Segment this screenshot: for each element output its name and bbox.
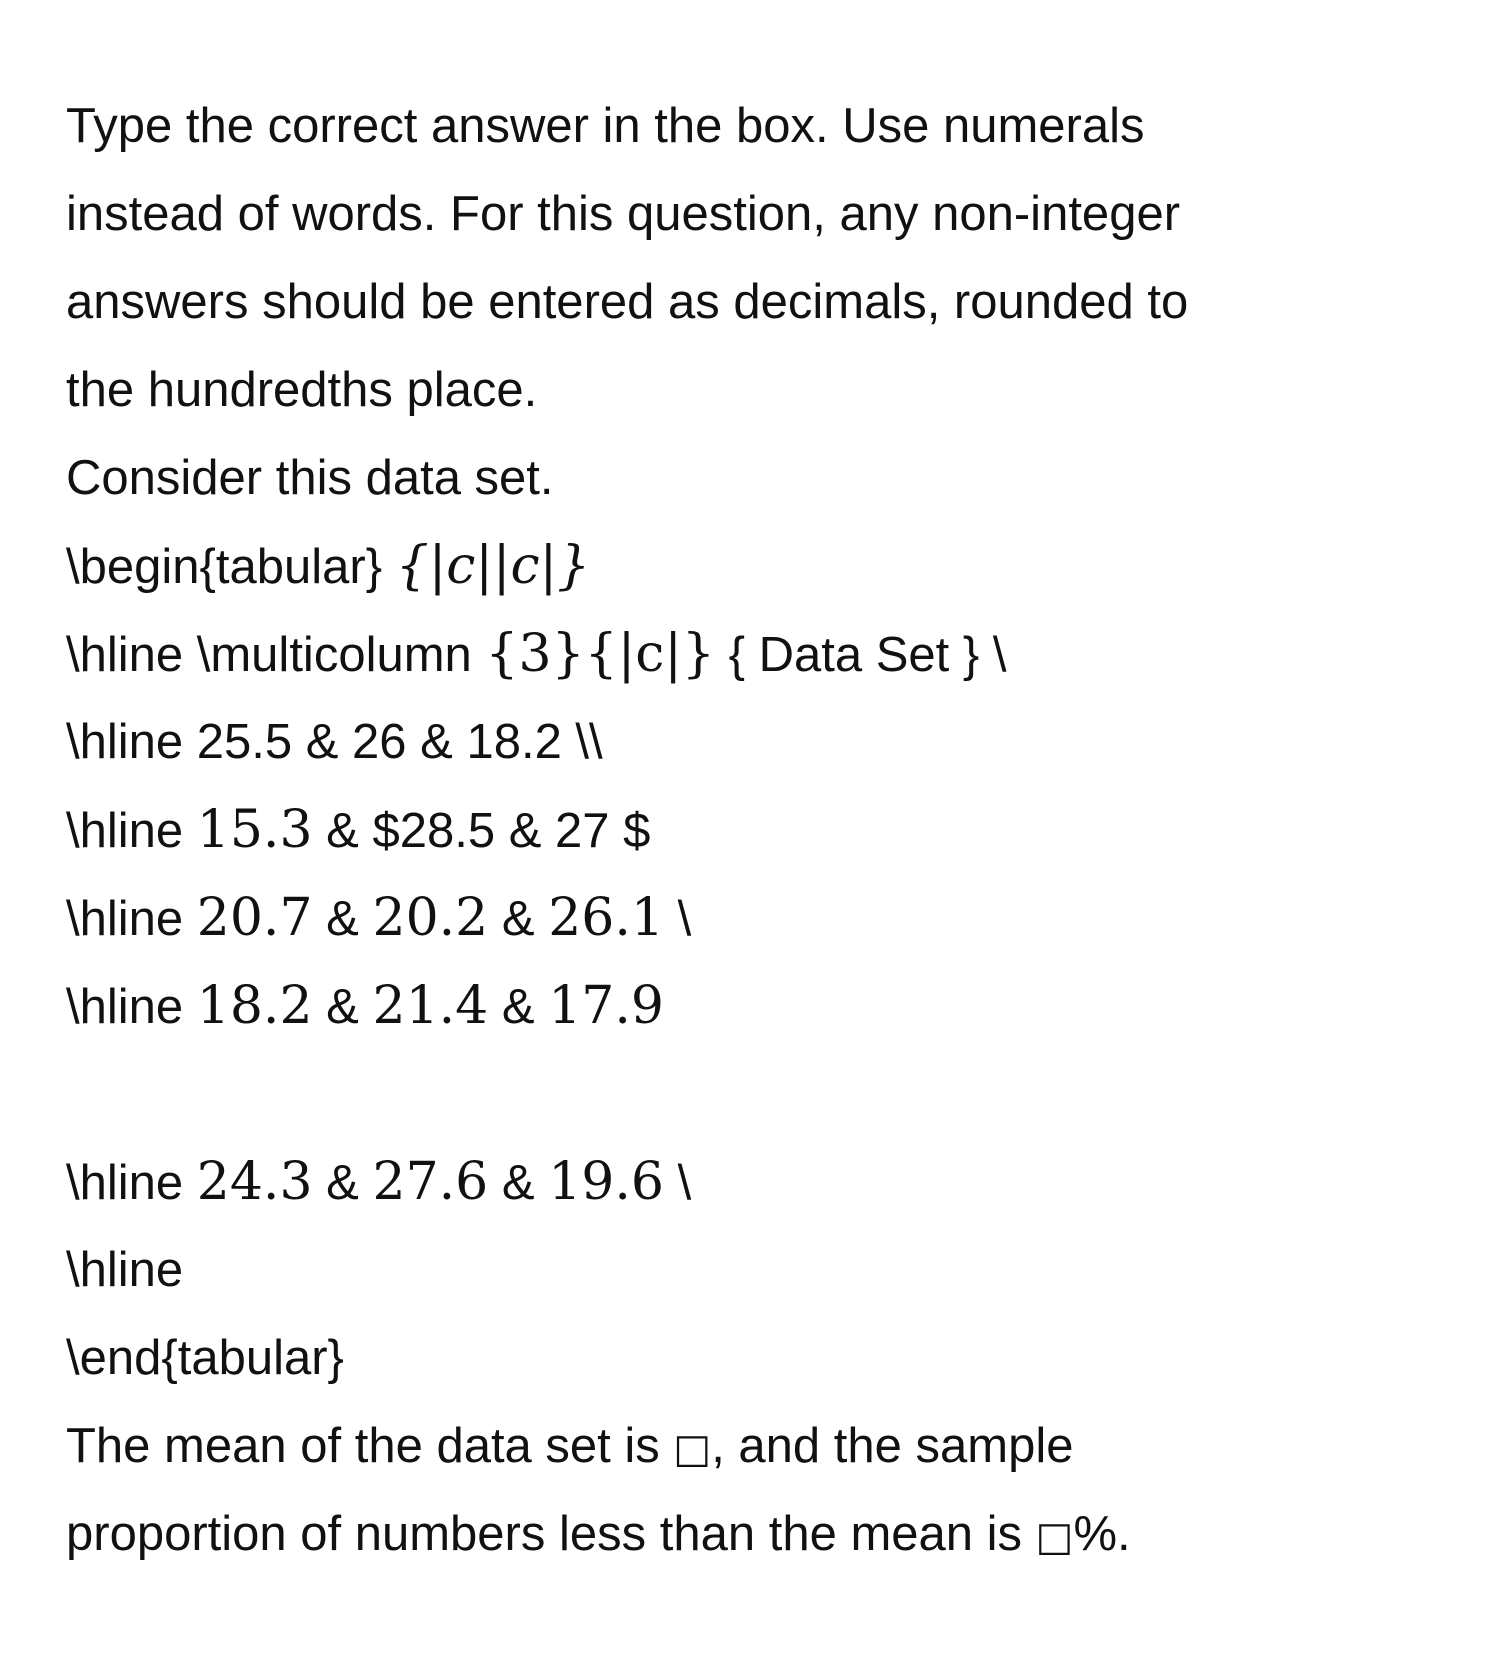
math-value: 27.6 bbox=[372, 1152, 489, 1212]
latex-row-3 bbox=[66, 874, 1456, 962]
question-line-1 bbox=[66, 1402, 1456, 1490]
latex-final-hline: \hline bbox=[66, 1243, 184, 1297]
math-value: 15.3 bbox=[196, 800, 313, 860]
latex-column-spec: {|c||c|} bbox=[395, 536, 591, 596]
instruction-line-1: Type the correct answer in the box. Use numerals bbox=[66, 99, 1145, 153]
math-value: 18.2 bbox=[196, 976, 313, 1036]
blank-gap bbox=[66, 1050, 1456, 1138]
math-value: 26.1 bbox=[548, 888, 664, 948]
latex-row-2 bbox=[66, 786, 1456, 874]
instruction-line-4: the hundredths place. bbox=[66, 363, 538, 417]
latex-multicolumn: \hline \multicolumn bbox=[66, 628, 472, 682]
math-value: 19.6 bbox=[548, 1152, 664, 1212]
hline-keyword: \hline bbox=[66, 980, 184, 1034]
math-value: 21.4 bbox=[372, 976, 489, 1036]
latex-end-line: \end{tabular} bbox=[66, 1331, 344, 1385]
latex-row-2-rest: & $28.5 & 27 $ bbox=[326, 804, 651, 858]
proportion-answer-box[interactable]: □ bbox=[1035, 1514, 1074, 1560]
ampersand: & bbox=[501, 892, 535, 946]
hline-keyword: \hline bbox=[66, 892, 184, 946]
hline-keyword: \hline bbox=[66, 804, 184, 858]
question-text: proportion of numbers less than the mean is bbox=[66, 1507, 1036, 1561]
question-text: The mean of the data set is bbox=[66, 1419, 674, 1473]
math-value: 17.9 bbox=[548, 976, 664, 1036]
ampersand: & bbox=[326, 1156, 359, 1210]
latex-multicolumn-args: {3}{|c|} bbox=[485, 624, 715, 684]
math-value: 20.2 bbox=[372, 888, 489, 948]
instruction-line-2: instead of words. For this question, any non-integer bbox=[66, 187, 1181, 241]
ampersand: & bbox=[501, 980, 535, 1034]
ampersand: & bbox=[501, 1156, 535, 1210]
mean-answer-box[interactable]: □ bbox=[673, 1426, 712, 1472]
problem-document bbox=[66, 82, 1456, 1578]
prompt-line: Consider this data set. bbox=[66, 451, 554, 505]
instruction-line-3: answers should be entered as decimals, rounded to bbox=[66, 275, 1189, 329]
question-text: , and the sample bbox=[711, 1419, 1074, 1473]
row-end: \ bbox=[677, 892, 692, 946]
latex-begin: \begin{tabular} bbox=[66, 540, 383, 594]
latex-row-1: \hline 25.5 & 26 & 18.2 \\ bbox=[66, 715, 603, 769]
latex-multicolumn-line bbox=[66, 610, 1456, 698]
question-line-2 bbox=[66, 1490, 1456, 1578]
latex-table-title: { Data Set } \ bbox=[728, 628, 1007, 682]
latex-row-4 bbox=[66, 962, 1456, 1050]
latex-row-5 bbox=[66, 1138, 1456, 1226]
row-end: \ bbox=[677, 1156, 692, 1210]
math-value: 20.7 bbox=[196, 888, 313, 948]
math-value: 24.3 bbox=[196, 1152, 313, 1212]
ampersand: & bbox=[326, 980, 359, 1034]
latex-begin-line bbox=[66, 522, 1456, 610]
ampersand: & bbox=[326, 892, 359, 946]
question-text: %. bbox=[1073, 1507, 1131, 1561]
hline-keyword: \hline bbox=[66, 1156, 184, 1210]
